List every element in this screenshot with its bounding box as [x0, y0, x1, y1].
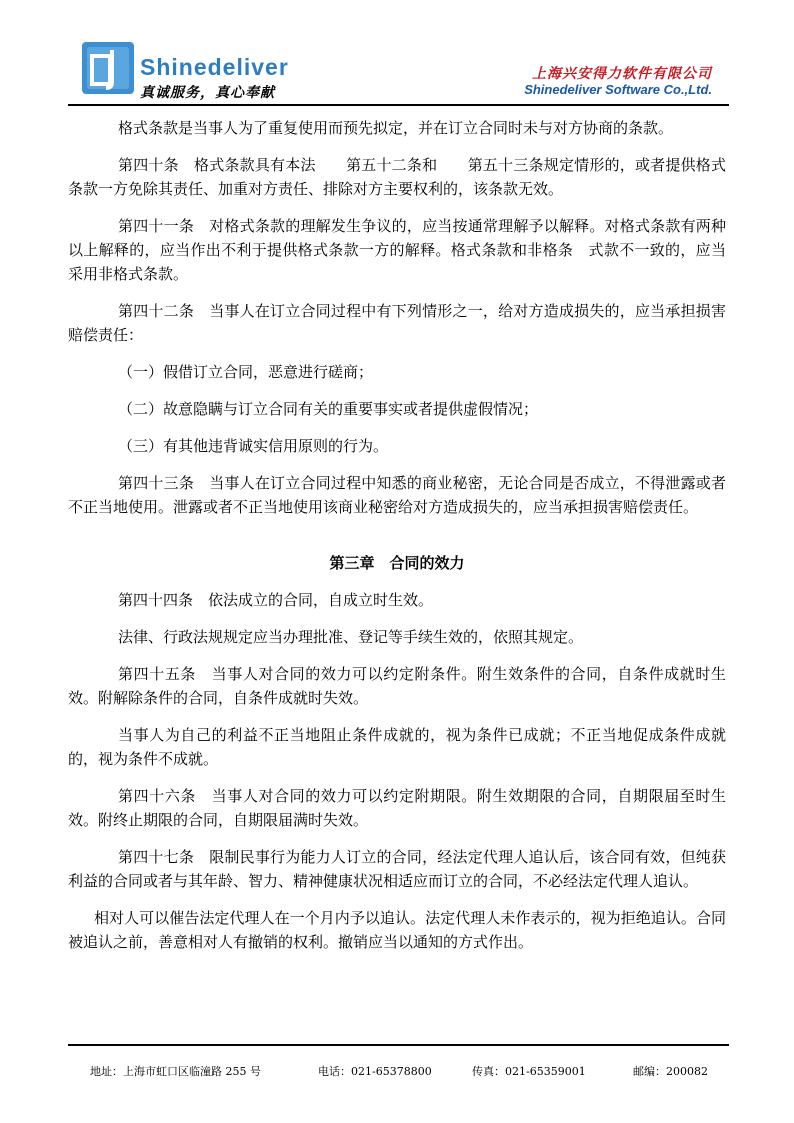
slogan: 真诚服务，真心奉献 — [140, 85, 275, 101]
paragraph: 法律、行政法规规定应当办理批准、登记等手续生效的，依照其规定。 — [118, 628, 584, 646]
article-40: 第四十条 格式条款具有本法 第五十二条和 第五十三条规定情形的，或者提供格式条款一方免除其责任、加重对方责任、排除对方主要权利的，该条款无效。 — [68, 156, 726, 198]
chapter-title: 第三章 合同的效力 — [329, 554, 465, 572]
paragraph: 当事人为自己的利益不正当地阻止条件成就的，视为条件已成就；不正当地促成条件成就的，视为条件不成就。 — [68, 726, 726, 768]
article-41: 第四十一条 对格式条款的理解发生争议的，应当按通常理解予以解释。对格式条款有两种以上解释的，应当作出不利于提供格式条款一方的解释。格式条款和非格条 式款不一致的，应当采用非格式条款。 — [68, 217, 726, 283]
article-43: 第四十三条 当事人在订立合同过程中知悉的商业秘密，无论合同是否成立，不得泄露或者不正当地使用。泄露或者不正当地使用该商业秘密给对方造成损失的，应当承担损害赔偿责任。 — [68, 474, 726, 516]
article-47: 第四十七条 限制民事行为能力人订立的合同，经法定代理人追认后，该合同有效，但纯获利益的合同或者与其年龄、智力、精神健康状况相适应而订立的合同，不必经法定代理人追认。 — [68, 848, 726, 890]
footer-divider — [68, 1044, 729, 1046]
article-45: 第四十五条 当事人对合同的效力可以约定附条件。附生效条件的合同，自条件成就时生效。附解除条件的合同，自条件成就时失效。 — [68, 665, 726, 707]
footer-fax: 传真：021-65359001 — [472, 1065, 586, 1078]
article-46: 第四十六条 当事人对合同的效力可以约定附期限。附生效期限的合同，自期限届至时生效。附终止期限的合同，自期限届满时失效。 — [68, 787, 726, 829]
page-header — [0, 0, 794, 110]
company-name-en: Shinedeliver Software Co.,Ltd. — [524, 82, 712, 97]
list-item: （三）有其他违背诚实信用原则的行为。 — [118, 437, 389, 455]
company-name-cn: 上海兴安得力软件有限公司 — [532, 66, 712, 82]
list-item: （二）故意隐瞒与订立合同有关的重要事实或者提供虚假情况； — [118, 400, 539, 418]
list-item: （一）假借订立合同，恶意进行磋商； — [118, 363, 374, 381]
brand-name: Shinedeliver — [140, 54, 289, 80]
company-logo-icon — [82, 42, 134, 94]
document-body — [68, 116, 726, 967]
footer-postcode: 邮编：200082 — [633, 1065, 708, 1078]
article-42: 第四十二条 当事人在订立合同过程中有下列情形之一，给对方造成损失的，应当承担损害赔偿责任： — [68, 302, 726, 344]
paragraph: 相对人可以催告法定代理人在一个月内予以追认。法定代理人未作表示的，视为拒绝追认。合同被追认之前，善意相对人有撤销的权利。撤销应当以通知的方式作出。 — [68, 909, 726, 951]
footer-phone: 电话：021-65378800 — [318, 1065, 432, 1078]
paragraph: 格式条款是当事人为了重复使用而预先拟定，并在订立合同时未与对方协商的条款。 — [118, 119, 674, 137]
header-divider — [68, 104, 729, 106]
article-44: 第四十四条 依法成立的合同，自成立时生效。 — [118, 591, 434, 609]
footer-address: 地址：上海市虹口区临潼路 255 号 — [90, 1065, 261, 1078]
